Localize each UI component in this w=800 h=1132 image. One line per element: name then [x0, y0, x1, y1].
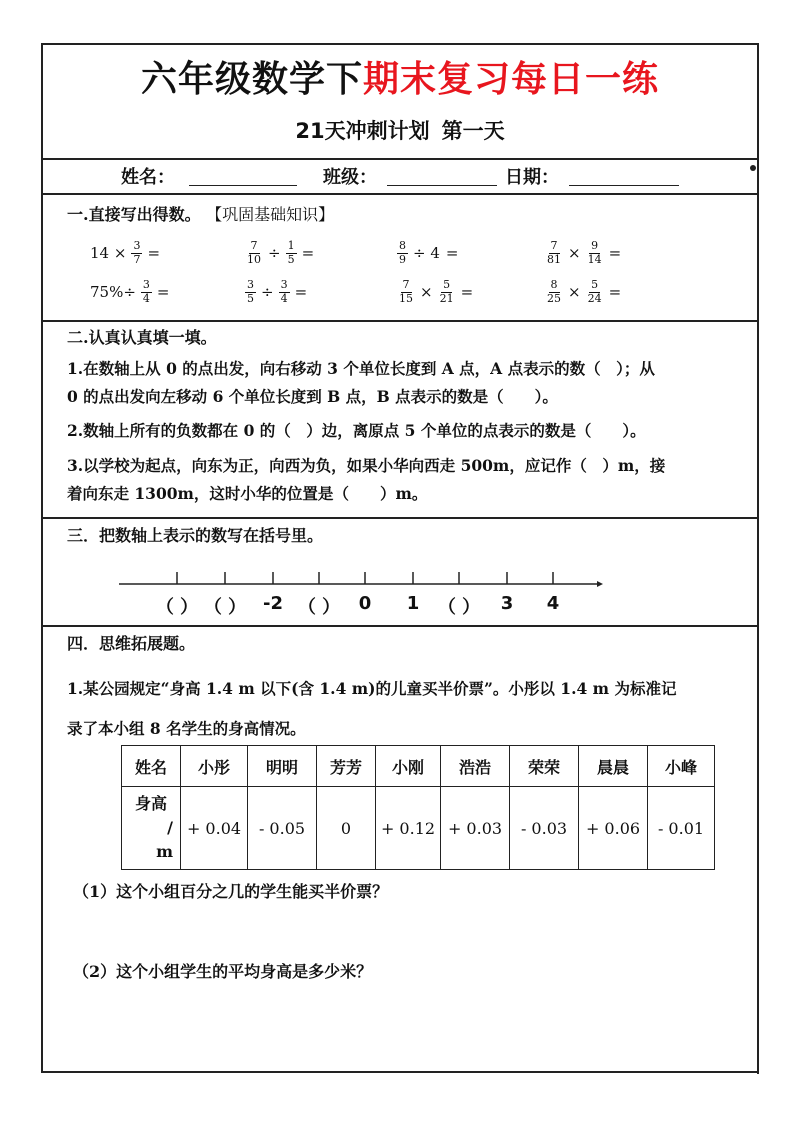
- question-2-3: [67, 452, 737, 508]
- operator: ×: [568, 244, 581, 263]
- height-value: - 0.01: [648, 787, 715, 870]
- equals-sign: =: [156, 283, 170, 302]
- denominator: 15: [399, 291, 413, 305]
- title-red: 期末复习每日一练: [363, 59, 660, 100]
- numerator: 5: [443, 278, 451, 291]
- section-1-title: [67, 202, 334, 225]
- equals-sign: =: [460, 283, 474, 302]
- subtitle: [43, 115, 757, 145]
- divider: [43, 517, 757, 519]
- name-blank[interactable]: [189, 185, 297, 186]
- section-1-heading: 一.直接写出得数。: [67, 205, 201, 224]
- student-name: 荣荣: [510, 746, 579, 787]
- question-4-1-line2: 录了本小组 8 名学生的身高情况。: [67, 719, 306, 738]
- question-2-1-line2: 0 的点出发向左移动 6 个单位长度到 B 点，B 点表示的数是（ ）。: [67, 387, 558, 406]
- fraction: [245, 240, 263, 266]
- height-value: + 0.06: [579, 787, 648, 870]
- question-2-3-line2: 着向东走 1300m，这时小华的位置是（ ）m。: [67, 484, 428, 503]
- tick-label: 3: [500, 593, 514, 614]
- answer-blank[interactable]: （ ）: [203, 597, 247, 618]
- numerator: 9: [591, 239, 599, 252]
- equals-sign: =: [608, 283, 622, 302]
- answer-blank[interactable]: （ ）: [155, 597, 199, 618]
- section-4-title: 四．思维拓展题。: [67, 634, 196, 653]
- table-row: [122, 787, 715, 870]
- fraction: [545, 279, 563, 305]
- table-header-label: 姓名: [122, 746, 181, 787]
- section-3-title: 三．把数轴上表示的数写在括号里。: [67, 526, 324, 545]
- calc-problem: [87, 240, 163, 266]
- numerator: 8: [550, 278, 558, 291]
- student-name: 小彤: [181, 746, 248, 787]
- answer-blank[interactable]: （ ）: [297, 597, 341, 618]
- denominator: 5: [247, 291, 254, 305]
- calc-problem: [395, 240, 461, 266]
- equals-sign: =: [301, 244, 315, 263]
- fraction: [586, 279, 604, 305]
- denominator: 25: [547, 291, 561, 305]
- fraction: [286, 240, 297, 266]
- denominator: 9: [399, 252, 406, 266]
- student-name: 小刚: [376, 746, 441, 787]
- day-label: 第一天: [441, 119, 505, 143]
- denominator: 21: [439, 291, 454, 305]
- question-4-1-part1: （1）这个小组百分之几的学生能买半价票？: [73, 882, 389, 901]
- height-value: 0: [317, 787, 376, 870]
- student-name: 芳芳: [317, 746, 376, 787]
- numerator: 7: [250, 239, 258, 252]
- calc-problem: [243, 279, 310, 305]
- calc-problem: [243, 240, 317, 266]
- fraction: [545, 240, 563, 266]
- calc-problem: [395, 279, 476, 305]
- height-value: + 0.12: [376, 787, 441, 870]
- plan-label: 21天冲刺计划: [295, 119, 430, 143]
- denominator: 7: [133, 252, 141, 266]
- question-4-1-part2: （2）这个小组学生的平均身高是多少米？: [73, 962, 373, 981]
- denominator: 14: [587, 252, 602, 266]
- tick-label: 1: [406, 593, 420, 614]
- numerator: 3: [133, 239, 141, 252]
- fraction: [131, 240, 142, 266]
- divider: [43, 320, 757, 322]
- question-2-1-line1: 1.在数轴上从 0 的点出发，向右移动 3 个单位长度到 A 点，A 点表示的数（ ）；从: [67, 359, 655, 378]
- numerator: 5: [591, 278, 599, 291]
- question-4-1-line1: 1.某公园规定“身高 1.4 m 以下(含 1.4 m)的儿童买半价票”。小彤以 1.4 m 为标准记: [67, 679, 677, 698]
- divider: [43, 158, 757, 160]
- tick-label: 0: [358, 593, 372, 614]
- denominator: 5: [287, 252, 295, 266]
- denominator: 4: [280, 291, 288, 305]
- row-label: [122, 787, 181, 870]
- numerator: 7: [550, 239, 558, 252]
- date-label: 日期：: [505, 167, 559, 188]
- numerator: 3: [142, 278, 150, 291]
- denominator: 10: [247, 252, 261, 266]
- equals-sign: =: [294, 283, 308, 302]
- section-2-title: 二.认真认真填一填。: [67, 328, 217, 347]
- answer-blank[interactable]: （ ）: [437, 597, 481, 618]
- operator: ÷: [268, 244, 281, 263]
- class-label: 班级：: [323, 167, 377, 188]
- number-line-arrow: [597, 581, 603, 587]
- operator: ÷ 4: [413, 244, 440, 263]
- numerator: 1: [287, 239, 295, 252]
- height-value: + 0.03: [441, 787, 510, 870]
- edge-mark: [757, 1040, 759, 1074]
- equals-sign: =: [445, 244, 459, 263]
- name-label: 姓名：: [121, 167, 175, 188]
- equals-sign: =: [147, 244, 161, 263]
- fraction: [245, 279, 256, 305]
- numerator: 7: [402, 278, 410, 291]
- student-name: 明明: [248, 746, 317, 787]
- question-2-2: 2.数轴上所有的负数都在 0 的（ ）边，离原点 5 个单位的点表示的数是（ ）。: [67, 421, 646, 440]
- row-label-part: m: [156, 842, 173, 861]
- worksheet-frame: [41, 43, 759, 1073]
- section-1-hint: 【巩固基础知识】: [206, 205, 335, 224]
- class-blank[interactable]: [387, 185, 497, 186]
- question-2-1: [67, 355, 737, 411]
- operator: ÷: [261, 283, 274, 302]
- operator: ×: [420, 283, 433, 302]
- tick-label: -2: [263, 593, 283, 614]
- height-value: + 0.04: [181, 787, 248, 870]
- fraction: [438, 279, 456, 305]
- denominator: 24: [587, 291, 602, 305]
- corner-mark: [750, 165, 756, 171]
- denominator: 81: [547, 252, 561, 266]
- title-black: 六年级数学下: [140, 59, 363, 100]
- numerator: 8: [399, 239, 406, 252]
- fraction: [397, 240, 408, 266]
- fraction: [397, 279, 415, 305]
- question-2-3-line1: 3.以学校为起点，向东为正，向西为负，如果小华向西走 500m，应记作（ ）m，接: [67, 456, 666, 475]
- student-name: 浩浩: [441, 746, 510, 787]
- divider: [43, 625, 757, 627]
- height-value: - 0.03: [510, 787, 579, 870]
- divider: [43, 193, 757, 195]
- question-4-1: [67, 669, 737, 749]
- numerator: 3: [280, 278, 288, 291]
- calc-problem: [543, 240, 624, 266]
- height-table: [121, 745, 715, 870]
- calc-problem: [543, 279, 624, 305]
- operator: ×: [568, 283, 581, 302]
- calc-problem: [87, 279, 173, 305]
- operand-prefix: 14 ×: [90, 244, 127, 263]
- tick-label: 4: [546, 593, 560, 614]
- number-line: [115, 572, 605, 592]
- numerator: 3: [247, 278, 254, 291]
- student-name: 晨晨: [579, 746, 648, 787]
- fraction: [141, 279, 152, 305]
- operand-prefix: 75%÷: [90, 283, 136, 302]
- height-value: - 0.05: [248, 787, 317, 870]
- student-name: 小峰: [648, 746, 715, 787]
- fraction: [279, 279, 290, 305]
- row-label-part: /: [167, 818, 173, 837]
- equals-sign: =: [608, 244, 622, 263]
- row-label-part: 身高: [134, 794, 167, 813]
- page-title: [43, 51, 757, 102]
- denominator: 4: [142, 291, 150, 305]
- table-header-row: [122, 746, 715, 787]
- date-blank[interactable]: [569, 185, 679, 186]
- fraction: [586, 240, 604, 266]
